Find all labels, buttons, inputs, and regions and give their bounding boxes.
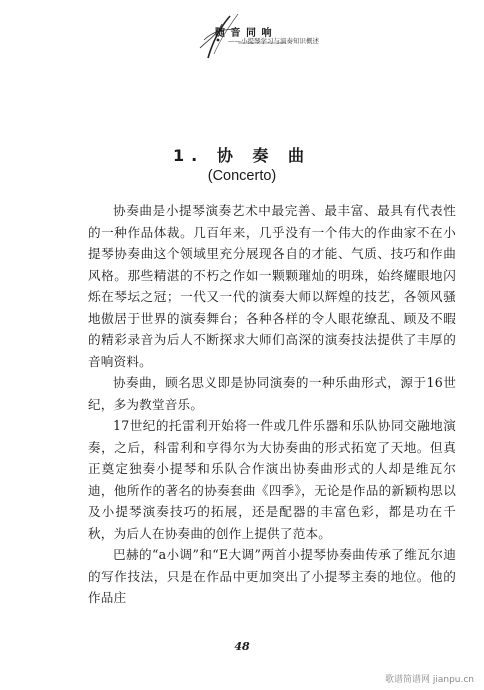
paragraph-4: 巴赫的“a小调”和“E大调”两首小提琴协奏曲传承了维瓦尔迪的写作技法，只是在作品中更加突出了小提琴主奏的地位。他的作品庄	[88, 547, 456, 605]
chapter-title: 1. 协 奏 曲	[173, 146, 311, 165]
paragraph-3: 17世纪的托雷利开始将一件或几件乐器和乐队协同交融地演奏，之后，科雷利和亨得尔为大协奏曲的形式拓宽了天地。但真正奠定独奏小提琴和乐队合作演出协奏曲形式的人却是维瓦尔迪，他所作的著名的协奏套曲《四季》，无论是作品的新颖构思以及小提琴演奏技巧的拓展，还是配器的丰富色彩，都是功在千秋，为后人在协奏曲的创作上提供了范本。	[88, 418, 456, 541]
chapter-subtitle: (Concerto)	[207, 168, 277, 184]
paragraph-2: 协奏曲，顾名思义即是协同演奏的一种乐曲形式，源于16世纪，多为教堂音乐。	[88, 375, 456, 412]
paragraph-1: 协奏曲是小提琴演奏艺术中最完善、最丰富、最具有代表性的一种作品体裁。几百年来，几乎没有一个伟大的作曲家不在小提琴协奏曲这个领域里充分展现各自的才能、气质、技巧和作曲风格。那些精湛的不朽之作如一颗颗璀灿的明珠，始终耀眼地闪烁在琴坛之冠；一代又一代的演奏大师以辉煌的技艺，各领风骚地傲居于世界的演奏舞台；各种各样的令人眼花缭乱、顾及不暇的精彩录音为后人不断探求大师们高深的演奏技法提供了丰厚的音响资料。	[88, 203, 456, 369]
watermark: 歌谱简谱网 jianpu.cn	[384, 675, 474, 685]
header-logo	[178, 10, 319, 60]
body-text	[88, 200, 456, 609]
header-subtitle: ——小提琴学习与演奏知识概述	[228, 37, 319, 45]
page-number: 48	[234, 640, 250, 653]
header-title: 随 音 同 响	[215, 28, 273, 39]
